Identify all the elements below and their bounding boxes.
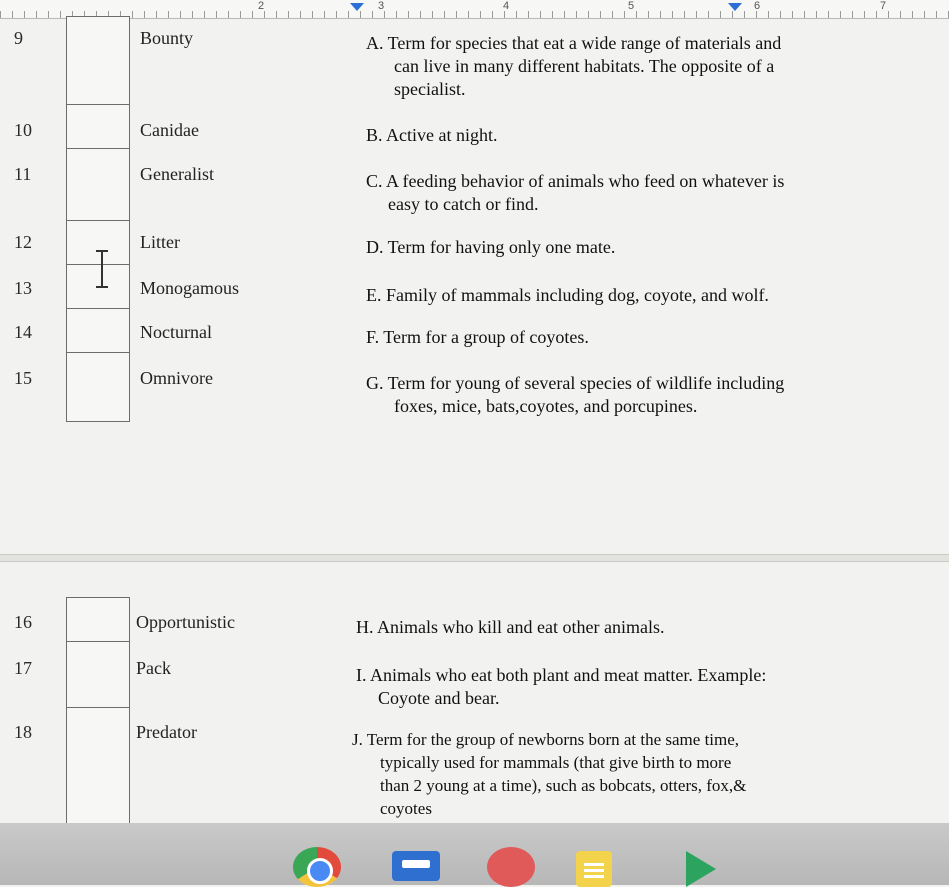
term-label: Pack [136,658,171,678]
page-break [0,554,949,562]
definition-line: typically used for mammals (that give birth to more [380,753,732,772]
ruler-mark: 5 [628,0,635,12]
answer-box-9[interactable] [66,16,130,106]
ruler-mark: 2 [258,0,265,12]
term-label: Opportunistic [136,612,235,632]
definition-line: Coyote and bear. [378,688,500,708]
play-store-icon[interactable] [686,851,716,887]
definition-line: foxes, mice, bats,coyotes, and porcupines. [394,396,698,416]
definition-line: can live in many different habitats. The opposite of a [394,56,775,76]
item-number: 11 [14,164,32,184]
definition [352,728,746,820]
item-number: 14 [14,322,32,342]
item-number: 13 [14,278,32,298]
definition [356,616,664,639]
definition-line: H. Animals who kill and eat other animals. [356,617,665,637]
term-label: Omnivore [140,368,213,388]
answer-box-14[interactable] [66,308,130,354]
ruler-mark: 4 [503,0,510,12]
slides-icon[interactable] [392,851,440,881]
photos-icon[interactable] [487,847,535,887]
definition [366,326,589,349]
answer-box-18[interactable] [66,707,130,828]
term-label: Generalist [140,164,214,184]
text-cursor-icon [96,250,108,288]
item-number: 17 [14,658,32,678]
chrome-icon[interactable] [293,847,341,887]
horizontal-ruler[interactable] [0,0,949,19]
definition-line: easy to catch or find. [388,194,539,214]
item-number: 9 [14,28,23,48]
definition [366,284,769,307]
definition [366,170,784,216]
definition [356,664,766,710]
definition-line: B. Active at night. [366,125,498,145]
ruler-indent-marker[interactable] [350,3,364,11]
definition-line: A. Term for species that eat a wide range of materials and [366,33,782,53]
item-number: 15 [14,368,32,388]
definition [366,32,781,101]
definition-line: I. Animals who eat both plant and meat matter. Example: [356,665,767,685]
term-label: Monogamous [140,278,239,298]
item-number: 18 [14,722,32,742]
answer-box-17[interactable] [66,641,130,709]
definition-line: coyotes [380,799,432,818]
docs-icon[interactable] [576,851,612,887]
definition-line: specialist. [394,79,466,99]
definition [366,236,615,259]
definition-line: C. A feeding behavior of animals who feed on whatever is [366,171,785,191]
ruler-mark: 6 [754,0,761,12]
term-label: Canidae [140,120,199,140]
item-number: 12 [14,232,32,252]
ruler-indent-marker[interactable] [728,3,742,11]
term-label: Bounty [140,28,194,48]
definition-line: G. Term for young of several species of wildlife including [366,373,785,393]
item-number: 16 [14,612,32,632]
item-number: 10 [14,120,32,140]
ruler-mark: 3 [378,0,385,12]
answer-box-15[interactable] [66,352,130,422]
term-label: Litter [140,232,180,252]
definition-line: E. Family of mammals including dog, coyote, and wolf. [366,285,769,305]
taskbar [0,823,949,885]
ruler-mark: 7 [880,0,887,12]
definition [366,372,784,418]
answer-box-16[interactable] [66,597,130,643]
answer-box-11[interactable] [66,148,130,222]
definition-line: J. Term for the group of newborns born at the same time, [352,730,740,749]
definition [366,124,497,147]
answer-box-10[interactable] [66,104,130,150]
term-label: Nocturnal [140,322,212,342]
definition-line: F. Term for a group of coyotes. [366,327,589,347]
definition-line: D. Term for having only one mate. [366,237,616,257]
definition-line: than 2 young at a time), such as bobcats, otters, fox,& [380,776,747,795]
document-page[interactable] [0,18,949,823]
term-label: Predator [136,722,197,742]
